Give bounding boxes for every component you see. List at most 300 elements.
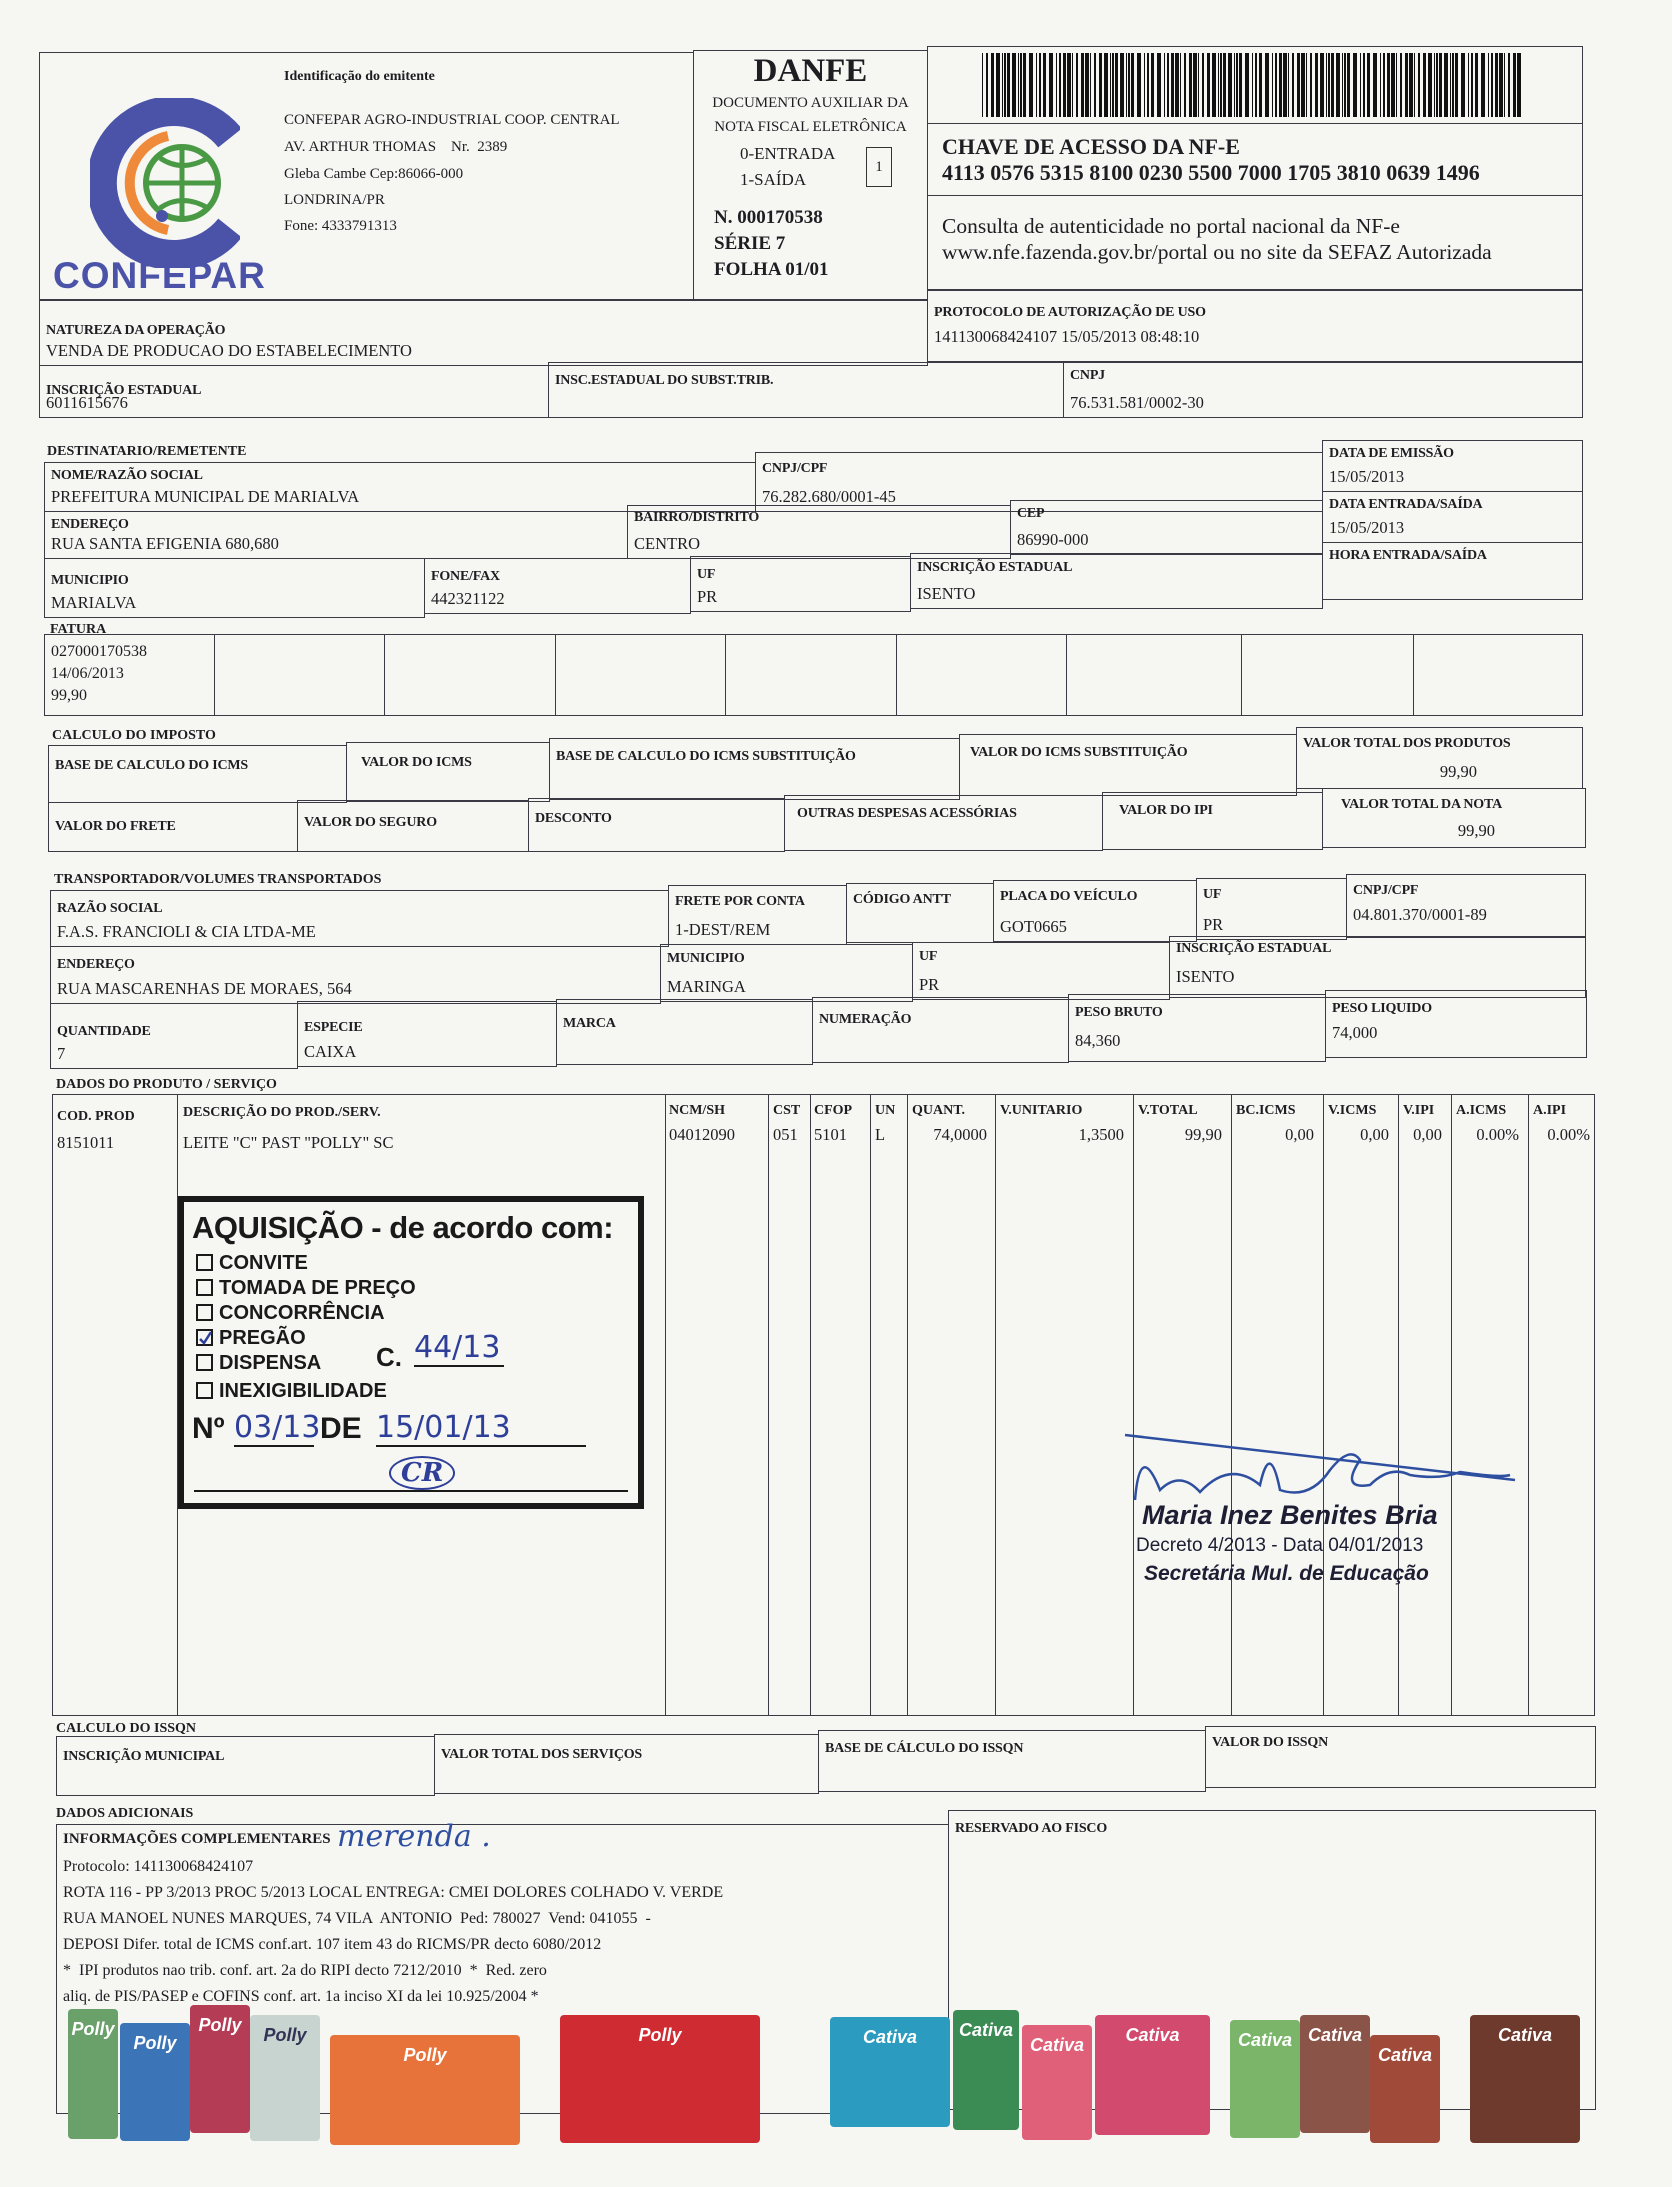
divider: [810, 1095, 811, 1715]
transp-ie-label: INSCRIÇÃO ESTADUAL: [1176, 941, 1332, 956]
barcode-bar: [1234, 53, 1235, 117]
barcode-bar: [1189, 53, 1192, 117]
checkbox: [196, 1254, 213, 1271]
natureza-value: VENDA DE PRODUCAO DO ESTABELECIMENTO: [46, 341, 412, 360]
dest-uf-value: PR: [697, 587, 718, 606]
barcode-bar: [1228, 53, 1232, 117]
barcode-bar: [1128, 53, 1130, 117]
option-label: CONVITE: [219, 1252, 308, 1274]
info-label: INFORMAÇÕES COMPLEMENTARES: [63, 1831, 331, 1847]
product-package-image: Cativa: [1300, 2015, 1370, 2133]
barcode-bar: [1428, 53, 1432, 117]
barcode-bar: [1220, 53, 1222, 117]
dest-bairro-value: CENTRO: [634, 534, 700, 553]
option-label: INEXIGIBILIDADE: [219, 1380, 387, 1402]
adicionais-section: DADOS ADICIONAIS: [56, 1806, 194, 1821]
divider: [1323, 1095, 1324, 1715]
barcode-bar: [1059, 53, 1061, 117]
fatura-box: [44, 634, 1583, 716]
dest-cep-value: 86990-000: [1017, 530, 1089, 549]
barcode-bar: [1245, 53, 1249, 117]
data-entrada-value: 15/05/2013: [1329, 518, 1405, 537]
emitente-cep: Gleba Cambe Cep:86066-000: [284, 166, 464, 182]
barcode-bar: [1452, 53, 1454, 117]
seguro-label: VALOR DO SEGURO: [304, 815, 437, 830]
natureza-label: NATUREZA DA OPERAÇÃO: [46, 323, 226, 338]
cnpj-label: CNPJ: [1070, 368, 1105, 383]
product-package-image: Cativa: [1095, 2015, 1210, 2135]
barcode-bar: [1310, 53, 1312, 117]
transp-razao-label: RAZÃO SOCIAL: [57, 901, 163, 916]
barcode-bar: [1491, 53, 1493, 117]
barcode-bar: [1202, 53, 1204, 117]
stamp-n-value: 03/13: [234, 1410, 321, 1445]
transp-quantidade-label: QUANTIDADE: [57, 1024, 151, 1039]
option-label: PREGÃO: [219, 1327, 306, 1349]
fatura-numero: 027000170538: [51, 643, 147, 660]
confepar-logo-icon: [90, 98, 240, 268]
barcode-bar: [1301, 53, 1305, 117]
barcode-bar: [1072, 53, 1073, 117]
barcode-bar: [1488, 53, 1489, 117]
total-produtos-value: 99,90: [1439, 762, 1477, 781]
transp-frete-cell: [668, 885, 847, 945]
divider: [768, 1095, 769, 1715]
logo-text: CONFEPAR: [53, 255, 266, 296]
outras-despesas-label: OUTRAS DESPESAS ACESSÓRIAS: [797, 806, 1017, 821]
barcode-bar: [1099, 53, 1102, 117]
stamp-c-value: 44/13: [414, 1330, 504, 1367]
col-header-ncm: NCM/SH: [669, 1103, 725, 1118]
handwritten-note: merenda .: [337, 1819, 491, 1854]
fatura-vencimento: 14/06/2013: [51, 665, 124, 682]
stamp-de-label: DE: [320, 1412, 362, 1445]
divider: [1241, 635, 1242, 715]
transp-uf-value: PR: [1203, 915, 1224, 934]
divider: [1451, 1095, 1452, 1715]
stamp-n-label: Nº: [192, 1412, 225, 1445]
checkbox-checked: [196, 1329, 213, 1346]
cell-un: L: [875, 1125, 886, 1144]
base-subst-label: BASE DE CALCULO DO ICMS SUBSTITUIÇÃO: [556, 749, 856, 764]
total-nota-cell: [1322, 788, 1586, 848]
transp-marca-cell: [556, 999, 813, 1065]
transp-uf-label: UF: [1203, 887, 1222, 902]
divider: [1528, 1095, 1529, 1715]
dest-cnpj-value: 76.282.680/0001-45: [762, 487, 896, 506]
divider: [1133, 1095, 1134, 1715]
stamp-initials: CR: [389, 1456, 455, 1490]
barcode-bar: [1471, 53, 1473, 117]
dest-cnpj-label: CNPJ/CPF: [762, 461, 828, 476]
barcode-bar: [1288, 53, 1289, 117]
barcode-bar: [1380, 53, 1381, 117]
barcode-bar: [1455, 53, 1458, 117]
frete-cell: [48, 802, 298, 852]
barcode-bar: [1043, 53, 1046, 117]
valor-ipi-label: VALOR DO IPI: [1119, 803, 1213, 818]
option-label: DISPENSA: [219, 1352, 322, 1374]
transp-placa-label: PLACA DO VEÍCULO: [1000, 889, 1138, 904]
total-produtos-cell: [1296, 727, 1583, 789]
dest-bairro-label: BAIRRO/DISTRITO: [634, 510, 760, 525]
barcode-bar: [1468, 53, 1469, 117]
barcode-bar: [1363, 53, 1365, 117]
transp-municipio-cell: [660, 944, 913, 1002]
total-produtos-label: VALOR TOTAL DOS PRODUTOS: [1303, 736, 1511, 751]
col-header-cfop: CFOP: [814, 1103, 853, 1118]
stamp-option-tomada: [196, 1277, 416, 1300]
barcode-bar: [1239, 53, 1242, 117]
divider: [870, 1095, 871, 1715]
transp-endereco-label: ENDEREÇO: [57, 957, 135, 972]
danfe-subtitle-2: NOTA FISCAL ELETRÔNICA: [714, 119, 907, 135]
barcode-bar: [1344, 53, 1346, 117]
data-emissao-label: DATA DE EMISSÃO: [1329, 446, 1454, 461]
barcode-bar: [1517, 53, 1521, 117]
transp-frete-value: 1-DEST/REM: [675, 920, 771, 939]
transp-placa-value: GOT0665: [1000, 917, 1067, 936]
transp-peso-liquido-value: 74,000: [1332, 1023, 1378, 1042]
dest-uf-label: UF: [697, 567, 716, 582]
transp-quantidade-cell: [50, 1003, 298, 1069]
info-line: DEPOSI Difer. total de ICMS conf.art. 107 item 43 do RICMS/PR decto 6080/2012: [63, 1936, 602, 1953]
barcode-bar: [1076, 53, 1078, 117]
barcode-bar: [1252, 53, 1253, 117]
barcode-bar: [1151, 53, 1154, 117]
transp-peso-liquido-label: PESO LIQUIDO: [1332, 1001, 1432, 1016]
protocolo-value: 141130068424107 15/05/2013 08:48:10: [934, 327, 1200, 346]
barcode: [982, 53, 1522, 117]
transp-cnpj-label: CNPJ/CPF: [1353, 883, 1419, 898]
emitente-phone: Fone: 4333791313: [284, 218, 397, 234]
divider: [896, 635, 897, 715]
imposto-section: CALCULO DO IMPOSTO: [52, 728, 216, 743]
barcode-bar: [1223, 53, 1226, 117]
data-entrada-cell: [1322, 491, 1583, 543]
barcode-bar: [1513, 53, 1516, 117]
dest-endereco-value: RUA SANTA EFIGENIA 680,680: [51, 534, 279, 553]
divider: [907, 1095, 908, 1715]
danfe-subtitle-1: DOCUMENTO AUXILIAR DA: [712, 95, 909, 111]
cell-descricao: LEITE "C" PAST "POLLY" SC: [183, 1133, 394, 1152]
product-package-image: Cativa: [830, 2017, 950, 2127]
transp-cnpj-value: 04.801.370/0001-89: [1353, 905, 1487, 924]
product-package-image: Cativa: [1470, 2015, 1580, 2143]
data-emissao-cell: [1322, 440, 1583, 492]
chave-label: CHAVE DE ACESSO DA NF-E: [942, 134, 1240, 159]
barcode-bar: [1306, 53, 1307, 117]
barcode-bar: [1018, 53, 1019, 117]
transp-ie-cell: [1169, 936, 1586, 998]
cnpj-cell: [1063, 362, 1583, 418]
signature-decreto: Decreto 4/2013 - Data 04/01/2013: [1136, 1535, 1424, 1556]
barcode-bar: [1110, 53, 1111, 117]
col-header-vipi: V.IPI: [1403, 1103, 1435, 1118]
dest-nome-label: NOME/RAZÃO SOCIAL: [51, 468, 203, 483]
info-line: * IPI produtos nao trib. conf. art. 2a do RIPI decto 7212/2010 * Red. zero: [63, 1962, 547, 1979]
transp-municipio-label: MUNICIPIO: [667, 951, 745, 966]
barcode-bar: [1353, 53, 1357, 117]
barcode-box: [927, 46, 1583, 124]
aquisicao-stamp: [178, 1196, 644, 1509]
total-nota-value: 99,90: [1457, 821, 1495, 840]
col-header-vunitario: V.UNITARIO: [1000, 1103, 1083, 1118]
dest-uf-cell: [690, 556, 911, 612]
frete-label: VALOR DO FRETE: [55, 819, 176, 834]
issqn-valor-label: VALOR DO ISSQN: [1212, 1735, 1328, 1750]
signature-name: Maria Inez Benites Bria: [1142, 1500, 1438, 1530]
divider: [555, 635, 556, 715]
protocolo-label: PROTOCOLO DE AUTORIZAÇÃO DE USO: [934, 305, 1206, 320]
barcode-bar: [1461, 53, 1465, 117]
desconto-cell: [528, 798, 785, 852]
barcode-bar: [1104, 53, 1108, 117]
data-emissao-value: 15/05/2013: [1329, 467, 1405, 486]
transp-peso-bruto-label: PESO BRUTO: [1075, 1005, 1163, 1020]
base-icms-cell: [48, 745, 347, 803]
barcode-bar: [1444, 53, 1448, 117]
checkbox: [196, 1279, 213, 1296]
divider: [725, 635, 726, 715]
valor-icms-label: VALOR DO ICMS: [361, 755, 472, 770]
seguro-cell: [297, 800, 529, 852]
issqn-base-cell: [818, 1730, 1206, 1792]
barcode-bar: [1036, 53, 1037, 117]
emitente-label: Identificação do emitente: [284, 69, 435, 84]
cell-cfop: 5101: [814, 1125, 847, 1144]
emitente-address: AV. ARTHUR THOMAS Nr. 2389: [284, 139, 508, 155]
data-entrada-label: DATA ENTRADA/SAÍDA: [1329, 497, 1483, 512]
barcode-bar: [1481, 53, 1485, 117]
barcode-bar: [1342, 53, 1343, 117]
transportador-section: TRANSPORTADOR/VOLUMES TRANSPORTADOS: [54, 872, 382, 887]
info-line: ROTA 116 - PP 3/2013 PROC 5/2013 LOCAL ENTREGA: CMEI DOLORES COLHADO V. VERDE: [63, 1884, 724, 1901]
cell-vunitario: 1,3500: [1078, 1125, 1124, 1144]
barcode-bar: [1391, 53, 1395, 117]
stamp-c-label: C.: [376, 1342, 402, 1372]
valor-subst-cell: [959, 734, 1297, 796]
col-header-aicms: A.ICMS: [1456, 1103, 1507, 1118]
emitente-name: CONFEPAR AGRO-INDUSTRIAL COOP. CENTRAL: [284, 112, 620, 128]
barcode-bar: [1336, 53, 1340, 117]
fatura-valor: 99,90: [51, 687, 87, 704]
divider: [995, 1095, 996, 1715]
barcode-bar: [1283, 53, 1287, 117]
check-icon: [198, 1331, 212, 1345]
valor-icms-cell: [346, 742, 550, 802]
transp-municipio-value: MARINGA: [667, 977, 746, 996]
barcode-bar: [1144, 53, 1145, 117]
divider: [214, 635, 215, 715]
produtos-section: DADOS DO PRODUTO / SERVIÇO: [56, 1077, 277, 1092]
barcode-bar: [1198, 53, 1199, 117]
dest-nome-value: PREFEITURA MUNICIPAL DE MARIALVA: [51, 487, 360, 506]
cell-ncm: 04012090: [669, 1125, 735, 1144]
barcode-bar: [1275, 53, 1277, 117]
barcode-bar: [982, 53, 983, 117]
dest-cep-cell: [1010, 500, 1323, 555]
product-package-image: Polly: [120, 2023, 190, 2141]
barcode-bar: [1171, 53, 1174, 117]
transp-razao-value: F.A.S. FRANCIOLI & CIA LTDA-ME: [57, 922, 316, 941]
barcode-bar: [1147, 53, 1149, 117]
checkbox: [196, 1382, 213, 1399]
barcode-bar: [1067, 53, 1071, 117]
transp-uf2-label: UF: [919, 949, 938, 964]
divider: [1231, 1095, 1232, 1715]
stamp-option-concorrencia: [196, 1302, 385, 1325]
cnpj-value: 76.531.581/0002-30: [1070, 393, 1204, 412]
checkbox: [196, 1304, 213, 1321]
barcode-bar: [1320, 53, 1324, 117]
issqn-servicos-label: VALOR TOTAL DOS SERVIÇOS: [441, 1747, 643, 1762]
chave-box: [927, 123, 1583, 196]
info-line: aliq. de PIS/PASEP e COFINS conf. art. 1a inciso XI da lei 10.925/2004 *: [63, 1988, 539, 2005]
barcode-bar: [1120, 53, 1124, 117]
valor-ipi-cell: [1102, 792, 1323, 850]
transp-endereco-cell: [50, 946, 661, 1004]
transp-cnpj-cell: [1346, 874, 1586, 938]
natureza-cell: [39, 300, 928, 366]
transp-razao-cell: [50, 890, 669, 947]
stamp-option-dispensa: [196, 1352, 321, 1375]
transp-especie-cell: [297, 1001, 557, 1067]
chave-value: 4113 0576 5315 8100 0230 5500 7000 1705 3810 0639 1496: [942, 160, 1480, 185]
barcode-bar: [1218, 53, 1219, 117]
col-header-cod: COD. PROD: [57, 1109, 135, 1124]
product-package-image: Polly: [560, 2015, 760, 2143]
dest-cep-label: CEP: [1017, 506, 1045, 521]
transp-antt-cell: [846, 883, 994, 943]
outras-despesas-cell: [784, 795, 1103, 851]
stamp-option-pregao: [196, 1327, 306, 1350]
ie-label: INSCRIÇÃO ESTADUAL: [46, 383, 202, 398]
barcode-bar: [996, 53, 1000, 117]
divider: [1413, 635, 1414, 715]
fatura-section: FATURA: [50, 622, 107, 637]
barcode-bar: [1265, 53, 1269, 117]
emitente-city: LONDRINA/PR: [284, 192, 385, 208]
barcode-bar: [1020, 53, 1022, 117]
consulta-box: [927, 195, 1583, 290]
transp-frete-label: FRETE POR CONTA: [675, 894, 805, 909]
tipo-box: 1: [866, 147, 892, 187]
barcode-bar: [1002, 53, 1003, 117]
barcode-bar: [1212, 53, 1216, 117]
desconto-label: DESCONTO: [535, 811, 612, 826]
barcode-bar: [1331, 53, 1334, 117]
entrada-label: 0-ENTRADA: [740, 144, 836, 163]
reservado-fisco-label: RESERVADO AO FISCO: [955, 1821, 1108, 1836]
product-package-image: Polly: [190, 2005, 250, 2133]
cell-quant: 74,0000: [933, 1125, 987, 1144]
barcode-bar: [1029, 53, 1033, 117]
barcode-bar: [1126, 53, 1127, 117]
protocolo-cell: [927, 290, 1583, 362]
barcode-bar: [1007, 53, 1010, 117]
info-line: Protocolo: 141130068424107: [63, 1858, 254, 1875]
barcode-bar: [1063, 53, 1066, 117]
cell-vtotal: 99,90: [1184, 1125, 1222, 1144]
barcode-bar: [1434, 53, 1435, 117]
product-package-image: Polly: [330, 2035, 520, 2145]
signature-scribble-icon: [1120, 1430, 1520, 1510]
transp-peso-liquido-cell: [1325, 990, 1587, 1058]
barcode-bar: [1504, 53, 1505, 117]
emitente-box: [39, 52, 694, 300]
barcode-bar: [1508, 53, 1510, 117]
divider: [1066, 635, 1067, 715]
issqn-inscricao-cell: [56, 1736, 435, 1796]
dest-ie-value: ISENTO: [917, 584, 976, 603]
barcode-bar: [1436, 53, 1438, 117]
info-line: RUA MANOEL NUNES MARQUES, 74 VILA ANTONIO Ped: 780027 Vend: 041055 -: [63, 1910, 651, 1927]
col-header-quant: QUANT.: [912, 1103, 966, 1118]
divider: [384, 635, 385, 715]
barcode-bar: [1495, 53, 1498, 117]
transp-antt-label: CÓDIGO ANTT: [853, 892, 951, 907]
barcode-bar: [1405, 53, 1408, 117]
dest-endereco-cell: [44, 511, 628, 559]
cell-cod: 8151011: [57, 1133, 115, 1152]
barcode-bar: [1475, 53, 1478, 117]
barcode-bar: [1137, 53, 1141, 117]
barcode-bar: [1023, 53, 1026, 117]
barcode-bar: [1167, 53, 1169, 117]
barcode-bar: [1347, 53, 1350, 117]
consulta-line-2: www.nfe.fazenda.gov.br/portal ou no site da SEFAZ Autorizada: [942, 240, 1492, 264]
barcode-bar: [1373, 53, 1377, 117]
cell-vicms: 0,00: [1360, 1125, 1389, 1144]
barcode-bar: [1326, 53, 1327, 117]
barcode-bar: [1259, 53, 1262, 117]
barcode-bar: [1184, 53, 1186, 117]
nf-folha: FOLHA 01/01: [714, 259, 829, 280]
dest-bairro-cell: [627, 505, 1011, 559]
signature-cargo: Secretária Mul. de Educação: [1144, 1562, 1429, 1585]
barcode-bar: [1315, 53, 1318, 117]
transp-peso-bruto-cell: [1068, 994, 1326, 1062]
barcode-bar: [1175, 53, 1179, 117]
dest-municipio-value: MARIALVA: [51, 593, 137, 612]
dest-fone-value: 442321122: [431, 589, 505, 608]
hora-entrada-cell: [1322, 542, 1583, 600]
transp-especie-value: CAIXA: [304, 1042, 357, 1061]
barcode-bar: [1400, 53, 1402, 117]
nf-number: N. 000170538: [714, 207, 823, 228]
dest-fone-cell: [424, 558, 691, 614]
barcode-bar: [1297, 53, 1300, 117]
barcode-bar: [1056, 53, 1057, 117]
barcode-bar: [1409, 53, 1413, 117]
cell-aipi: 0.00%: [1547, 1125, 1590, 1144]
ie-subst-label: INSC.ESTADUAL DO SUBST.TRIB.: [555, 373, 774, 388]
col-header-aipi: A.IPI: [1533, 1103, 1567, 1118]
barcode-bar: [1279, 53, 1282, 117]
base-icms-label: BASE DE CALCULO DO ICMS: [55, 758, 248, 773]
barcode-bar: [1439, 53, 1442, 117]
signature-line: [194, 1490, 628, 1492]
transp-ie-value: ISENTO: [1176, 967, 1235, 986]
cell-aicms: 0.00%: [1476, 1125, 1519, 1144]
barcode-bar: [1414, 53, 1415, 117]
barcode-bar: [1131, 53, 1134, 117]
barcode-bar: [1236, 53, 1238, 117]
product-package-image: Polly: [68, 2009, 118, 2139]
danfe-box: [693, 50, 928, 300]
col-header-un: UN: [875, 1103, 896, 1118]
